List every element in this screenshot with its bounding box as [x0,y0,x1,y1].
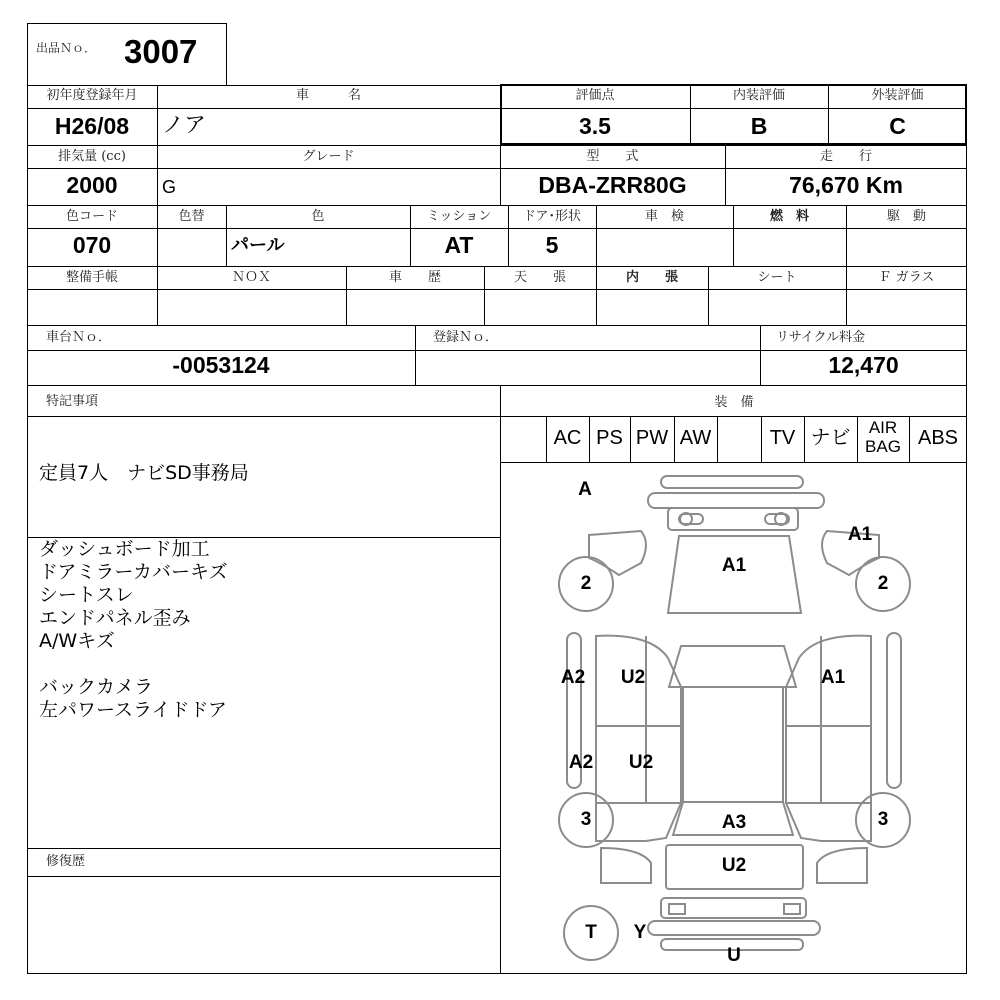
first-registration-label: 初年度登録年月 [46,88,138,103]
mark-left-rear-tire: 3 [580,809,592,830]
interior-grade-label: 内装評価 [732,88,785,103]
grade-label: グレード [302,149,355,164]
interior-grade-value: B [750,113,768,139]
repair-history-label: 修復歴 [46,854,86,869]
fuel-label: 燃 料 [769,209,809,224]
chassis-number-label: 車台Ｎｏ． [46,330,112,345]
vehicle-history-label: 車 歴 [388,270,441,285]
model-value: DBA-ZRR80G [538,172,687,198]
mark-right-rear-tire: 3 [877,809,889,830]
equipment-airbag-line2: BAG [865,437,901,456]
drive-label: 駆 動 [886,209,926,224]
roof-shape [683,687,783,802]
grade-value: G [162,177,177,197]
mark-left-rear-door-u: U2 [628,752,654,773]
score-value: 3.5 [579,113,611,139]
mark-left-front-door-u: U2 [620,667,646,688]
lot-number: 3007 [124,33,198,70]
color-code-label: 色コード [65,209,118,224]
mark-rear-bumper: U [727,945,741,966]
maintenance-book-label: 整備手帳 [65,270,118,285]
transmission-value: AT [444,232,474,258]
front-glass-label: Ｆ ガラス [878,270,935,285]
color-change-label: 色替 [178,209,205,224]
mark-hood: A1 [721,555,747,576]
car-diagram [501,463,967,974]
notes-line: 左パワースライドドア [39,699,227,721]
left-front-fender-shape [589,531,646,575]
nox-label: ＮＯＸ [231,270,271,285]
doors-value: 5 [545,232,559,258]
mark-spare-tire: T [585,922,597,943]
notes-label: 特記事項 [46,394,99,409]
equipment-ac: AC [553,427,582,449]
mark-rear-area: A3 [721,812,747,833]
mark-right-front-tire: 2 [877,573,889,594]
color-label: 色 [311,209,325,224]
roof-lining-label: 天 張 [513,270,566,285]
score-label: 評価点 [575,88,615,103]
mark-left-front-door: A2 [560,667,586,688]
equipment-airbag-line1: AIR [868,418,898,437]
registration-number-label: 登録Ｎｏ． [433,330,499,345]
mark-left-front-tire: 2 [580,573,592,594]
displacement-label: 排気量 (cc) [58,149,126,164]
car-name-label: 車 名 [295,88,361,103]
notes-line-1: 定員7人 ナビSD事務局 [39,462,249,484]
model-label: 型 式 [586,149,639,164]
exterior-grade-value: C [889,113,906,139]
mark-right-front-door: A1 [820,667,846,688]
mileage-value: 76,670 Km [789,172,903,198]
seat-label: シート [757,270,797,285]
first-registration-value: H26/08 [54,113,130,139]
equipment-pw: PW [635,427,669,449]
lot-label: 出品Ｎｏ． [36,41,97,55]
color-value: パール [231,235,285,256]
equipment-aw: AW [679,427,712,449]
chassis-number-value: -0053124 [172,352,270,378]
notes-line: ダッシュボード加工 [39,538,210,560]
transmission-label: ミッション [426,209,492,224]
notes-line: A/Wキズ [39,630,115,652]
interior-lining-label: 内 張 [625,270,678,285]
mileage-label: 走 行 [819,149,872,164]
windshield-shape [669,646,796,687]
notes-line: シートスレ [39,584,134,606]
equipment-navi: ナビ [810,427,851,449]
mark-front-a: A [578,479,592,500]
color-code-value: 070 [72,232,112,258]
front-bumper-shape [661,476,803,488]
inspection-label: 車 検 [644,209,684,224]
mark-back-door: U2 [721,855,747,876]
notes-line: バックカメラ [39,676,154,698]
mark-left-rear-door: A2 [568,752,594,773]
equipment-label: 装 備 [714,395,754,410]
front-panel-shape [668,508,798,530]
car-name-value: ノア [162,113,207,138]
recycle-fee-label: リサイクル料金 [776,330,866,345]
front-grille-shape [648,493,824,508]
doors-label: ドア･形状 [522,209,582,224]
recycle-fee-value: 12,470 [828,352,899,378]
notes-line: ドアミラーカバーキズ [39,561,228,583]
notes-line: エンドパネル歪み [39,607,191,629]
equipment-tv: TV [769,427,796,449]
mark-right-front-fender: A1 [847,524,873,545]
mark-rear-y: Y [633,922,647,943]
rear-bumper-shape [648,921,820,935]
equipment-ps: PS [596,427,623,449]
exterior-grade-label: 外装評価 [871,88,924,103]
displacement-value: 2000 [66,172,118,198]
equipment-abs: ABS [917,427,959,449]
